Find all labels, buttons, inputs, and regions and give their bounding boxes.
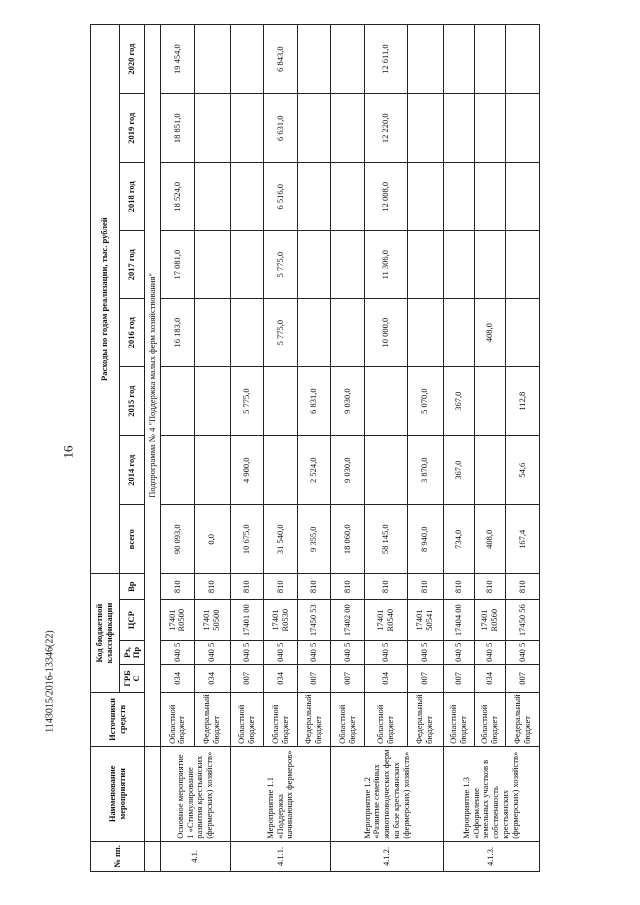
subprogram-row: [145, 25, 161, 872]
cell-rzpr: 040 5: [161, 641, 195, 665]
cell-grbs: 007: [297, 664, 331, 692]
cell-y2015: [264, 367, 298, 436]
row-number: 4.1.: [161, 841, 230, 871]
cell-y2019: [474, 94, 505, 163]
funding-source: Областной бюджет: [331, 692, 365, 746]
cell-rzpr: 040 5: [506, 641, 540, 665]
header-2018: 2018 год: [120, 163, 145, 231]
cell-y2015: 367,0: [443, 367, 474, 436]
header-2014: 2014 год: [120, 436, 145, 505]
cell-grbs: 007: [506, 664, 540, 692]
cell-y2018: [331, 163, 365, 231]
cell-y2015: [161, 367, 195, 436]
cell-total: 0,0: [194, 505, 230, 574]
cell-total: 31 540,0: [264, 505, 298, 574]
cell-y2014: 367,0: [443, 436, 474, 505]
cell-y2019: [407, 94, 443, 163]
cell-grbs: 034: [474, 664, 505, 692]
cell-grbs: 007: [331, 664, 365, 692]
cell-grbs: 034: [264, 664, 298, 692]
header-2015: 2015 год: [120, 367, 145, 436]
cell-y2019: [194, 94, 230, 163]
table-row: [194, 25, 230, 872]
row-number: 4.1.2.: [331, 841, 443, 871]
expenses-table: [90, 24, 540, 872]
funding-source: Областной бюджет: [161, 692, 195, 746]
cell-y2019: [506, 94, 540, 163]
header-rzpr: Рз, Пр: [120, 641, 145, 665]
cell-y2018: 12 008,0: [365, 163, 408, 231]
table-row: [331, 25, 365, 872]
cell-y2018: [407, 163, 443, 231]
cell-vr: 810: [161, 574, 195, 600]
cell-y2020: [407, 25, 443, 94]
cell-y2019: 6 631,0: [264, 94, 298, 163]
cell-y2020: [443, 25, 474, 94]
cell-grbs: 034: [194, 664, 230, 692]
cell-rzpr: 040 5: [407, 641, 443, 665]
cell-y2016: 5 775,0: [264, 299, 298, 367]
cell-csr: 17402 00: [331, 600, 365, 641]
funding-source: Федеральный бюджет: [506, 692, 540, 746]
cell-total: 10 675,0: [230, 505, 264, 574]
cell-total: 90 093,0: [161, 505, 195, 574]
funding-source: Областной бюджет: [474, 692, 505, 746]
funding-source: Областной бюджет: [230, 692, 264, 746]
cell-vr: 810: [365, 574, 408, 600]
funding-source: Федеральный бюджет: [407, 692, 443, 746]
cell-y2019: [230, 94, 264, 163]
table-row: [297, 25, 331, 872]
cell-y2014: [194, 436, 230, 505]
cell-rzpr: 040 5: [194, 641, 230, 665]
cell-y2020: [194, 25, 230, 94]
cell-y2019: [443, 94, 474, 163]
cell-total: 18 060,0: [331, 505, 365, 574]
funding-source: Федеральный бюджет: [297, 692, 331, 746]
cell-total: 9 355,0: [297, 505, 331, 574]
cell-y2017: [407, 231, 443, 299]
cell-y2016: [230, 299, 264, 367]
cell-grbs: 007: [407, 664, 443, 692]
cell-y2018: 6 516,0: [264, 163, 298, 231]
cell-rzpr: 040 5: [297, 641, 331, 665]
cell-y2018: [194, 163, 230, 231]
cell-y2014: 2 524,0: [297, 436, 331, 505]
cell-csr: 17401 50541: [407, 600, 443, 641]
cell-y2018: [443, 163, 474, 231]
cell-csr: 17401 R0540: [365, 600, 408, 641]
header-2016: 2016 год: [120, 299, 145, 367]
cell-y2018: [230, 163, 264, 231]
cell-vr: 810: [297, 574, 331, 600]
header-source: Источники средств: [91, 692, 145, 746]
funding-source: Областной бюджет: [443, 692, 474, 746]
funding-source: Федеральный бюджет: [194, 692, 230, 746]
cell-total: 167,4: [506, 505, 540, 574]
measure-name: Мероприятие 1.2 «Развитие семейных животноводческих ферм на базе крестьянских (фермерских) хозяйств»: [331, 746, 443, 841]
cell-vr: 810: [264, 574, 298, 600]
table-row: [264, 25, 298, 872]
cell-total: 8 940,0: [407, 505, 443, 574]
table-row: [506, 25, 540, 872]
row-number: 4.1.3.: [443, 841, 539, 871]
funding-source: Областной бюджет: [365, 692, 408, 746]
cell-y2014: 9 030,0: [331, 436, 365, 505]
cell-csr: 17450 53: [297, 600, 331, 641]
cell-csr: 17401 R0500: [161, 600, 195, 641]
cell-y2017: [297, 231, 331, 299]
cell-y2020: [474, 25, 505, 94]
document-footer: 1143015/2016-13346(22): [44, 630, 56, 733]
cell-y2014: 54,6: [506, 436, 540, 505]
cell-y2015: 5 775,0: [230, 367, 264, 436]
cell-y2016: [297, 299, 331, 367]
table-row: [407, 25, 443, 872]
cell-y2018: [506, 163, 540, 231]
cell-y2015: 5 070,0: [407, 367, 443, 436]
cell-csr: 17401 R0530: [264, 600, 298, 641]
cell-y2020: 12 611,0: [365, 25, 408, 94]
header-2017: 2017 год: [120, 231, 145, 299]
table-row: [161, 25, 195, 872]
cell-y2017: 17 081,0: [161, 231, 195, 299]
cell-rzpr: 040 5: [365, 641, 408, 665]
header-csr: ЦСР: [120, 600, 145, 641]
cell-rzpr: 040 5: [331, 641, 365, 665]
measure-name: Основное мероприятие 1 «Стимулирование развития крестьянских (фермерских) хозяйств»: [161, 746, 230, 841]
cell-y2020: [331, 25, 365, 94]
cell-csr: 17401 00: [230, 600, 264, 641]
cell-y2014: [474, 436, 505, 505]
cell-y2017: [443, 231, 474, 299]
table-row: [230, 25, 264, 872]
row-number: 4.1.1.: [230, 841, 331, 871]
cell-y2015: [474, 367, 505, 436]
cell-y2017: 11 306,0: [365, 231, 408, 299]
cell-y2019: [297, 94, 331, 163]
cell-csr: 17401 50500: [194, 600, 230, 641]
cell-y2019: 12 220,0: [365, 94, 408, 163]
cell-y2016: [506, 299, 540, 367]
table-row: [443, 25, 474, 872]
header-grbs: ГРБ С: [120, 664, 145, 692]
cell-csr: 17450 56: [506, 600, 540, 641]
table-row: [365, 25, 408, 872]
header-2019: 2019 год: [120, 94, 145, 163]
cell-y2020: [297, 25, 331, 94]
cell-y2017: [506, 231, 540, 299]
cell-vr: 810: [474, 574, 505, 600]
cell-rzpr: 040 5: [443, 641, 474, 665]
cell-csr: 17404 00: [443, 600, 474, 641]
cell-y2015: 112,8: [506, 367, 540, 436]
cell-y2018: [297, 163, 331, 231]
header-vr: Вр: [120, 574, 145, 600]
cell-y2017: [331, 231, 365, 299]
cell-rzpr: 040 5: [230, 641, 264, 665]
cell-y2019: [331, 94, 365, 163]
subprogram-title: Подпрограмма № 4 "Поддержка малых ферм хозяйствования": [145, 25, 161, 747]
cell-y2020: 6 843,0: [264, 25, 298, 94]
cell-y2016: 10 000,0: [365, 299, 408, 367]
cell-y2015: 6 831,0: [297, 367, 331, 436]
cell-vr: 810: [230, 574, 264, 600]
cell-y2014: [365, 436, 408, 505]
cell-grbs: 007: [443, 664, 474, 692]
header-2020: 2020 год: [120, 25, 145, 94]
page-number: 16: [60, 445, 76, 459]
measure-name: Мероприятие 1.1 «Поддержка начинающих фермеров»: [230, 746, 331, 841]
cell-total: 734,0: [443, 505, 474, 574]
cell-y2019: 18 851,0: [161, 94, 195, 163]
measure-name: Мероприятие 1.3 «Оформление земельных участков в собственность крестьянских (фермерских) хозяйств»: [443, 746, 539, 841]
header-expenses-group: Расходы по годам реализации, тыс. рублей: [91, 25, 120, 574]
cell-y2017: [194, 231, 230, 299]
cell-y2016: 16 183,0: [161, 299, 195, 367]
cell-vr: 810: [194, 574, 230, 600]
cell-vr: 810: [331, 574, 365, 600]
cell-y2017: 5 775,0: [264, 231, 298, 299]
cell-y2016: [443, 299, 474, 367]
cell-y2015: [194, 367, 230, 436]
header-total: всего: [120, 505, 145, 574]
cell-grbs: 007: [230, 664, 264, 692]
cell-y2020: [506, 25, 540, 94]
cell-y2014: 3 870,0: [407, 436, 443, 505]
cell-y2015: [365, 367, 408, 436]
cell-rzpr: 040 5: [474, 641, 505, 665]
cell-y2014: [264, 436, 298, 505]
header-num: № пп.: [91, 841, 145, 871]
cell-y2017: [474, 231, 505, 299]
cell-y2015: 9 030,0: [331, 367, 365, 436]
cell-total: 58 145,0: [365, 505, 408, 574]
cell-y2014: [161, 436, 195, 505]
cell-y2016: [407, 299, 443, 367]
rotated-table-wrapper: [90, 24, 540, 872]
cell-vr: 810: [506, 574, 540, 600]
header-code-group: Код бюджетной классификации: [91, 574, 120, 693]
cell-vr: 810: [443, 574, 474, 600]
cell-rzpr: 040 5: [264, 641, 298, 665]
cell-y2016: [194, 299, 230, 367]
cell-grbs: 034: [161, 664, 195, 692]
cell-grbs: 034: [365, 664, 408, 692]
funding-source: Областной бюджет: [264, 692, 298, 746]
table-row: [474, 25, 505, 872]
cell-y2016: [331, 299, 365, 367]
cell-y2014: 4 900,0: [230, 436, 264, 505]
cell-y2018: [474, 163, 505, 231]
header-name: Наименование мероприятия: [91, 746, 145, 841]
cell-y2020: 19 454,0: [161, 25, 195, 94]
cell-vr: 810: [407, 574, 443, 600]
cell-total: 408,0: [474, 505, 505, 574]
cell-y2017: [230, 231, 264, 299]
cell-y2018: 18 524,0: [161, 163, 195, 231]
cell-csr: 17401 R0560: [474, 600, 505, 641]
header-row-1: [91, 25, 120, 872]
cell-y2016: 408,0: [474, 299, 505, 367]
cell-y2020: [230, 25, 264, 94]
